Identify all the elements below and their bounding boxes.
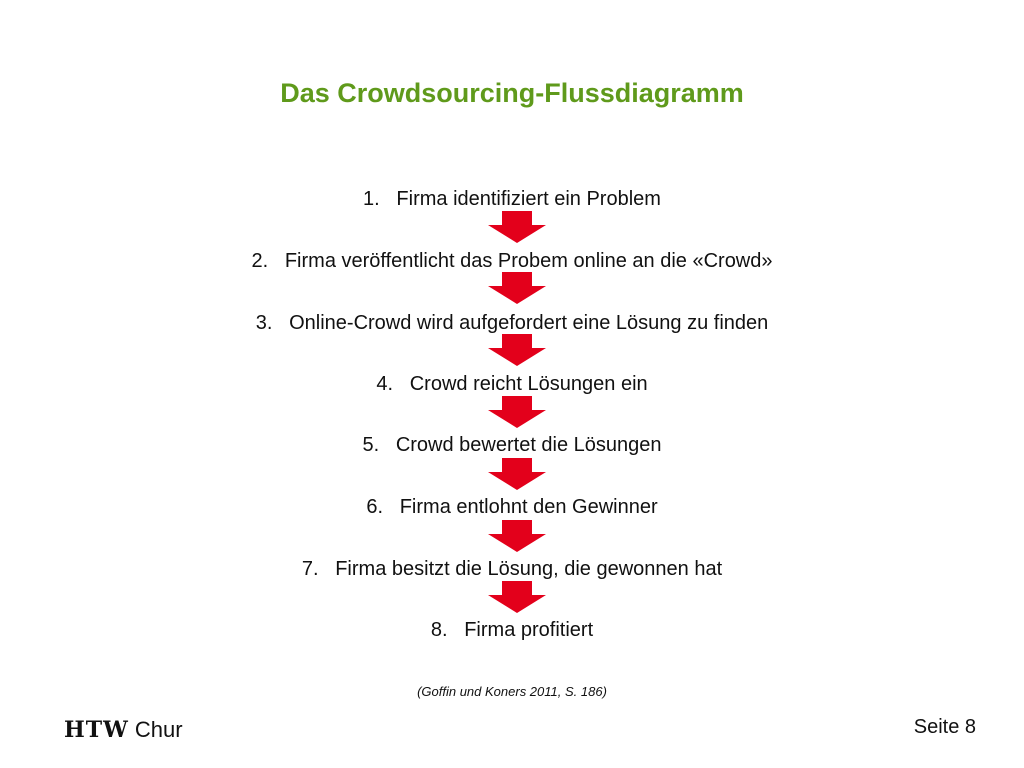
step-gap	[319, 558, 336, 580]
logo-htw: HTW	[64, 717, 129, 743]
arrow-shape	[488, 211, 546, 243]
step-text: Firma veröffentlicht das Probem online an die «Crowd»	[284, 250, 773, 272]
down-arrow-icon	[488, 334, 546, 371]
step-gap	[448, 619, 465, 641]
arrow-shape	[488, 396, 546, 428]
step-gap	[272, 312, 289, 334]
step-gap	[393, 373, 410, 395]
flow-step-1	[0, 187, 1024, 211]
step-number: 3.	[255, 312, 273, 334]
step-gap	[268, 250, 285, 272]
citation: (Goffin und Koners 2011, S. 186)	[417, 684, 607, 699]
down-arrow-icon	[488, 396, 546, 433]
step-number: 6.	[366, 496, 384, 518]
flow-step-6	[0, 495, 1024, 519]
flow-step-7	[0, 557, 1024, 581]
flow-step-4	[0, 372, 1024, 396]
flow-step-5	[0, 433, 1024, 457]
arrow-shape	[488, 458, 546, 490]
step-number: 7.	[301, 558, 319, 580]
arrow-shape	[488, 272, 546, 304]
step-text: Firma besitzt die Lösung, die gewonnen hat	[335, 558, 723, 580]
step-text: Online-Crowd wird aufgefordert eine Lösung zu finden	[289, 312, 769, 334]
step-text: Crowd bewertet die Lösungen	[395, 434, 662, 456]
flow-step-2	[0, 249, 1024, 273]
down-arrow-icon	[488, 520, 546, 557]
arrow-shape	[488, 520, 546, 552]
down-arrow-icon	[488, 458, 546, 495]
down-arrow-icon	[488, 272, 546, 309]
step-text: Crowd reicht Lösungen ein	[409, 373, 648, 395]
slide-title: Das Crowdsourcing-Flussdiagramm	[280, 78, 744, 108]
down-arrow-icon	[488, 211, 546, 248]
arrow-shape	[488, 581, 546, 613]
step-gap	[380, 188, 397, 210]
step-number: 2.	[251, 250, 269, 272]
htw-chur-logo	[64, 717, 183, 743]
step-number: 1.	[363, 188, 380, 210]
step-text: Firma profitiert	[464, 619, 594, 641]
down-arrow-icon	[488, 581, 546, 618]
step-text: Firma identifiziert ein Problem	[396, 188, 661, 210]
step-number: 5.	[362, 434, 380, 456]
flow-step-3	[0, 311, 1024, 335]
step-gap	[383, 496, 400, 518]
logo-chur: Chur	[134, 717, 183, 742]
step-gap	[379, 434, 396, 456]
page-number: Seite 8	[913, 716, 976, 738]
step-text: Firma entlohnt den Gewinner	[399, 496, 658, 518]
step-number: 4.	[376, 373, 394, 395]
flow-step-8	[0, 618, 1024, 642]
arrow-shape	[488, 334, 546, 366]
step-number: 8.	[430, 619, 448, 641]
